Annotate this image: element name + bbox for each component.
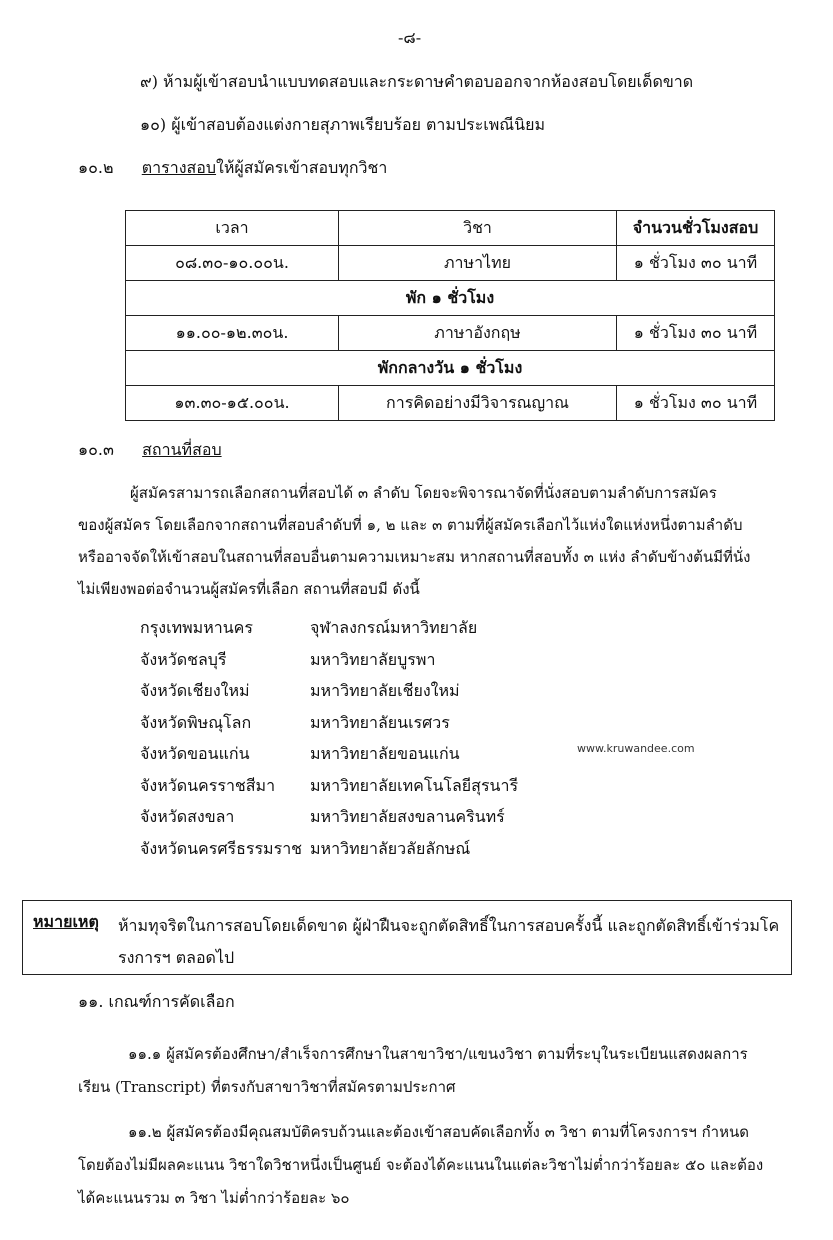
list-item [140, 801, 518, 833]
note-label: หมายเหตุ [33, 912, 99, 931]
site-province: จังหวัดนครศรีธรรมราช [140, 838, 303, 858]
section-title-underlined: ตารางสอบ [141, 158, 217, 177]
cell-subject: การคิดอย่างมีวิจารณญาณ [339, 386, 617, 421]
header-time: เวลา [126, 211, 339, 246]
table-row [126, 246, 775, 281]
site-province: จังหวัดชลบุรี [140, 649, 227, 669]
paragraph-11-1: ๑๑.๑ ผู้สมัครต้องศึกษา/สำเร็จการศึกษาในสาขาวิชา/แขนงวิชา ตามที่ระบุในระเบียนแสดงผลการเรียน (Transcript) ที่ตรงกับสาขาวิชาที่สมัครตามประกาศ [78, 1045, 748, 1096]
rule-item-9: ๙) ห้ามผู้เข้าสอบนำแบบทดสอบและกระดาษคำตอบออกจากห้องสอบโดยเด็ดขาด [140, 72, 694, 91]
section-title: สถานที่สอบ [142, 440, 222, 459]
list-item [140, 612, 518, 644]
break-label: พัก ๑ ชั่วโมง [126, 281, 775, 316]
site-university: มหาวิทยาลัยสงขลานครินทร์ [310, 807, 505, 826]
exam-sites-list [140, 612, 518, 864]
note-text: ห้ามทุจริตในการสอบโดยเด็ดขาด ผู้ฝ่าฝืนจะถูกตัดสิทธิ์ในการสอบครั้งนี้ และถูกตัดสิทธิ์เข้าร่วมโครงการฯ ตลอดไป [118, 916, 780, 967]
page-number: -๘- [398, 28, 422, 47]
site-province: จังหวัดขอนแก่น [140, 744, 250, 763]
paragraph-line: ของผู้สมัคร โดยเลือกจากสถานที่สอบลำดับที่ ๑, ๒ และ ๓ ตามที่ผู้สมัครเลือกไว้แห่งใดแห่งหนึ่งตามลำดับ [78, 516, 743, 534]
site-province: จังหวัดนครราชสีมา [140, 775, 276, 795]
section-number: ๑๐.๒ [78, 158, 114, 177]
cell-hours: ๑ ชั่วโมง ๓๐ นาที [617, 246, 775, 281]
note-box [22, 900, 792, 975]
table-row [126, 386, 775, 421]
list-item [140, 675, 518, 707]
table-break-row [126, 281, 775, 316]
cell-hours: ๑ ชั่วโมง ๓๐ นาที [617, 386, 775, 421]
section-number: ๑๐.๓ [78, 440, 114, 459]
cell-time: ๑๓.๓๐-๑๕.๐๐น. [126, 386, 339, 421]
section-10-3-heading [78, 440, 222, 459]
site-university: จุฬาลงกรณ์มหาวิทยาลัย [310, 618, 478, 637]
section-10-2-heading [78, 158, 387, 177]
site-university: มหาวิทยาลัยเชียงใหม่ [310, 681, 460, 700]
site-province: กรุงเทพมหานคร [140, 618, 253, 637]
cell-subject: ภาษาไทย [339, 246, 617, 281]
table-break-row [126, 351, 775, 386]
site-university: มหาวิทยาลัยขอนแก่น [310, 744, 460, 763]
list-item [140, 833, 518, 865]
paragraph-line: ไม่เพียงพอต่อจำนวนผู้สมัครที่เลือก สถานที่สอบมี ดังนี้ [78, 580, 420, 598]
cell-subject: ภาษาอังกฤษ [339, 316, 617, 351]
exam-schedule-table [125, 210, 775, 421]
header-hours: จำนวนชั่วโมงสอบ [617, 211, 775, 246]
list-item [140, 738, 518, 770]
break-label: พักกลางวัน ๑ ชั่วโมง [126, 351, 775, 386]
header-subject: วิชา [339, 211, 617, 246]
cell-time: ๑๑.๐๐-๑๒.๓๐น. [126, 316, 339, 351]
table-row [126, 316, 775, 351]
site-university: มหาวิทยาลัยนเรศวร [310, 712, 450, 732]
paragraph-line: ผู้สมัครสามารถเลือกสถานที่สอบได้ ๓ ลำดับ โดยจะพิจารณาจัดที่นั่งสอบตามลำดับการสมัคร [130, 484, 717, 502]
rule-item-10: ๑๐) ผู้เข้าสอบต้องแต่งกายสุภาพเรียบร้อย ตามประเพณีนิยม [140, 115, 546, 134]
site-university: มหาวิทยาลัยเทคโนโลยีสุรนารี [310, 775, 519, 795]
table-header-row [126, 211, 775, 246]
list-item [140, 644, 518, 676]
list-item [140, 770, 518, 802]
site-university: มหาวิทยาลัยวลัยลักษณ์ [310, 838, 471, 858]
site-province: จังหวัดพิษณุโลก [140, 712, 252, 732]
paragraph-line: หรืออาจจัดให้เข้าสอบในสถานที่สอบอื่นตามความเหมาะสม หากสถานที่สอบทั้ง ๓ แห่ง ลำดับข้างต้นมีที่นั่ง [78, 548, 751, 566]
list-item [140, 707, 518, 739]
site-province: จังหวัดเชียงใหม่ [140, 681, 250, 700]
watermark-url: www.kruwandee.com [577, 742, 695, 755]
site-province: จังหวัดสงขลา [140, 807, 235, 826]
section-title-rest: ให้ผู้สมัครเข้าสอบทุกวิชา [216, 158, 388, 177]
paragraph-11-2: ๑๑.๒ ผู้สมัครต้องมีคุณสมบัติครบถ้วนและต้องเข้าสอบคัดเลือกทั้ง ๓ วิชา ตามที่โครงการฯ กำหนด โดยต้องไม่มีผลคะแนน วิชาใดวิชาหนึ่งเป็นศูนย์ จะต้องได้คะแนนในแต่ละวิชาไม่ต่ำกว่าร้อยละ ๕๐ และต้องได้คะแนนรวม ๓ วิชา ไม่ต่ำกว่าร้อยละ ๖๐ [78, 1123, 764, 1207]
cell-time: ๐๘.๓๐-๑๐.๐๐น. [126, 246, 339, 281]
section-11-heading: ๑๑. เกณฑ์การคัดเลือก [78, 992, 235, 1011]
site-university: มหาวิทยาลัยบูรพา [310, 649, 436, 669]
cell-hours: ๑ ชั่วโมง ๓๐ นาที [617, 316, 775, 351]
